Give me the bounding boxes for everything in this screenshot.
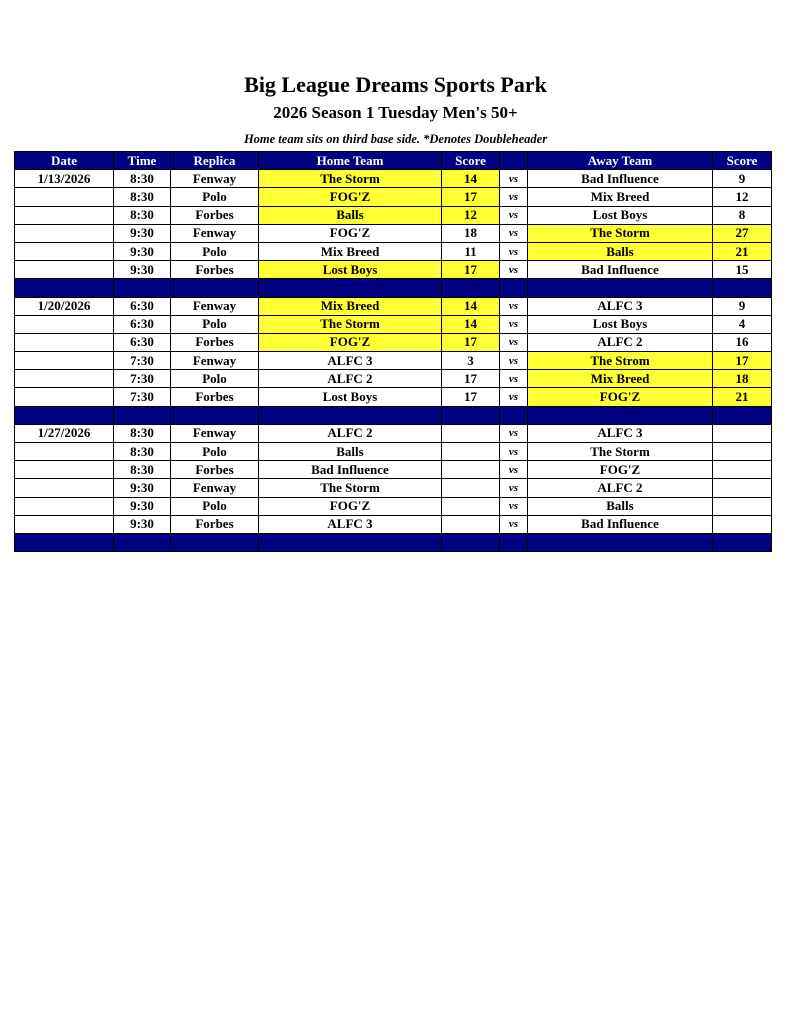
replica-cell: Forbes: [171, 333, 259, 351]
separator-cell: [442, 279, 500, 297]
away-score-cell: 15: [713, 261, 772, 279]
table-row: [15, 461, 772, 479]
away-team-cell: Lost Boys: [528, 206, 713, 224]
home-score-cell: 14: [442, 170, 500, 188]
separator-cell: [500, 279, 528, 297]
away-team-cell: ALFC 2: [528, 333, 713, 351]
home-score-cell: [442, 461, 500, 479]
table-row: [15, 297, 772, 315]
separator-cell: [259, 279, 442, 297]
week-separator-row: [15, 406, 772, 424]
time-cell: 8:30: [114, 170, 171, 188]
away-score-cell: 16: [713, 333, 772, 351]
home-score-cell: [442, 479, 500, 497]
separator-cell: [713, 406, 772, 424]
col-header-home-team: Home Team: [259, 152, 442, 170]
col-header-home-score: Score: [442, 152, 500, 170]
replica-cell: Polo: [171, 315, 259, 333]
time-cell: 8:30: [114, 461, 171, 479]
home-team-cell: ALFC 3: [259, 352, 442, 370]
replica-cell: Forbes: [171, 461, 259, 479]
vs-cell: vs: [500, 461, 528, 479]
vs-cell: vs: [500, 424, 528, 442]
away-team-cell: The Strom: [528, 352, 713, 370]
table-row: [15, 388, 772, 406]
away-team-cell: Lost Boys: [528, 315, 713, 333]
table-row: [15, 497, 772, 515]
replica-cell: Forbes: [171, 388, 259, 406]
time-cell: 8:30: [114, 443, 171, 461]
away-score-cell: 21: [713, 242, 772, 260]
home-team-cell: ALFC 3: [259, 515, 442, 533]
date-cell: 1/27/2026: [15, 424, 114, 442]
home-team-cell: The Storm: [259, 170, 442, 188]
table-row: [15, 515, 772, 533]
away-score-cell: 9: [713, 297, 772, 315]
col-header-time: Time: [114, 152, 171, 170]
header-row: [15, 152, 772, 170]
home-score-cell: 17: [442, 188, 500, 206]
away-team-cell: Bad Influence: [528, 515, 713, 533]
time-cell: 9:30: [114, 497, 171, 515]
date-cell: [15, 224, 114, 242]
week-separator-row: [15, 533, 772, 551]
away-score-cell: [713, 479, 772, 497]
date-cell: [15, 370, 114, 388]
vs-cell: vs: [500, 206, 528, 224]
away-team-cell: ALFC 2: [528, 479, 713, 497]
date-cell: [15, 497, 114, 515]
date-cell: [15, 261, 114, 279]
home-team-cell: ALFC 2: [259, 424, 442, 442]
time-cell: 8:30: [114, 188, 171, 206]
table-row: [15, 333, 772, 351]
table-row: [15, 315, 772, 333]
home-team-cell: Mix Breed: [259, 242, 442, 260]
separator-cell: [713, 279, 772, 297]
home-team-cell: Mix Breed: [259, 297, 442, 315]
replica-cell: Polo: [171, 497, 259, 515]
time-cell: 7:30: [114, 388, 171, 406]
page-subtitle: 2026 Season 1 Tuesday Men's 50+: [273, 103, 518, 122]
date-cell: [15, 188, 114, 206]
schedule-body: [15, 170, 772, 552]
replica-cell: Polo: [171, 242, 259, 260]
replica-cell: Fenway: [171, 352, 259, 370]
home-team-cell: Balls: [259, 443, 442, 461]
separator-cell: [713, 533, 772, 551]
replica-cell: Polo: [171, 370, 259, 388]
replica-cell: Fenway: [171, 479, 259, 497]
away-team-cell: FOG'Z: [528, 388, 713, 406]
home-team-cell: Lost Boys: [259, 388, 442, 406]
home-score-cell: [442, 515, 500, 533]
col-header-vs: [500, 152, 528, 170]
home-team-cell: FOG'Z: [259, 497, 442, 515]
home-score-cell: [442, 497, 500, 515]
separator-cell: [114, 279, 171, 297]
vs-cell: vs: [500, 497, 528, 515]
date-cell: [15, 333, 114, 351]
home-team-cell: Lost Boys: [259, 261, 442, 279]
home-team-cell: The Storm: [259, 315, 442, 333]
away-score-cell: [713, 461, 772, 479]
time-cell: 8:30: [114, 424, 171, 442]
separator-cell: [114, 533, 171, 551]
away-score-cell: [713, 424, 772, 442]
away-team-cell: ALFC 3: [528, 424, 713, 442]
time-cell: 7:30: [114, 352, 171, 370]
away-score-cell: 9: [713, 170, 772, 188]
separator-cell: [171, 279, 259, 297]
away-score-cell: [713, 497, 772, 515]
table-row: [15, 261, 772, 279]
away-score-cell: 21: [713, 388, 772, 406]
away-score-cell: [713, 443, 772, 461]
home-team-cell: FOG'Z: [259, 333, 442, 351]
home-score-cell: 17: [442, 388, 500, 406]
date-cell: [15, 443, 114, 461]
home-score-cell: 3: [442, 352, 500, 370]
home-score-cell: 14: [442, 315, 500, 333]
away-score-cell: 27: [713, 224, 772, 242]
time-cell: 6:30: [114, 315, 171, 333]
date-cell: 1/13/2026: [15, 170, 114, 188]
separator-cell: [259, 406, 442, 424]
away-team-cell: FOG'Z: [528, 461, 713, 479]
vs-cell: vs: [500, 315, 528, 333]
home-score-cell: [442, 424, 500, 442]
time-cell: 9:30: [114, 515, 171, 533]
table-row: [15, 479, 772, 497]
separator-cell: [442, 406, 500, 424]
vs-cell: vs: [500, 370, 528, 388]
replica-cell: Forbes: [171, 261, 259, 279]
time-cell: 8:30: [114, 206, 171, 224]
separator-cell: [528, 406, 713, 424]
away-team-cell: Balls: [528, 497, 713, 515]
home-team-cell: Bad Influence: [259, 461, 442, 479]
home-score-cell: 12: [442, 206, 500, 224]
time-cell: 9:30: [114, 261, 171, 279]
home-team-cell: Balls: [259, 206, 442, 224]
vs-cell: vs: [500, 261, 528, 279]
table-row: [15, 352, 772, 370]
separator-cell: [15, 406, 114, 424]
away-score-cell: 18: [713, 370, 772, 388]
time-cell: 9:30: [114, 479, 171, 497]
separator-cell: [114, 406, 171, 424]
replica-cell: Polo: [171, 188, 259, 206]
away-team-cell: Mix Breed: [528, 370, 713, 388]
vs-cell: vs: [500, 333, 528, 351]
date-cell: 1/20/2026: [15, 297, 114, 315]
time-cell: 6:30: [114, 297, 171, 315]
table-row: [15, 206, 772, 224]
vs-cell: vs: [500, 388, 528, 406]
vs-cell: vs: [500, 242, 528, 260]
col-header-away-score: Score: [713, 152, 772, 170]
home-score-cell: 17: [442, 333, 500, 351]
home-score-cell: 18: [442, 224, 500, 242]
col-header-replica: Replica: [171, 152, 259, 170]
away-team-cell: Balls: [528, 242, 713, 260]
home-score-cell: 11: [442, 242, 500, 260]
vs-cell: vs: [500, 352, 528, 370]
replica-cell: Forbes: [171, 515, 259, 533]
separator-cell: [171, 406, 259, 424]
table-row: [15, 188, 772, 206]
home-team-cell: FOG'Z: [259, 224, 442, 242]
date-cell: [15, 515, 114, 533]
replica-cell: Polo: [171, 443, 259, 461]
separator-cell: [528, 279, 713, 297]
separator-cell: [15, 279, 114, 297]
home-team-cell: ALFC 2: [259, 370, 442, 388]
away-score-cell: 17: [713, 352, 772, 370]
home-score-cell: 14: [442, 297, 500, 315]
date-cell: [15, 242, 114, 260]
home-score-cell: 17: [442, 370, 500, 388]
table-row: [15, 170, 772, 188]
date-cell: [15, 479, 114, 497]
separator-cell: [500, 533, 528, 551]
table-row: [15, 424, 772, 442]
away-team-cell: The Storm: [528, 224, 713, 242]
away-team-cell: Mix Breed: [528, 188, 713, 206]
vs-cell: vs: [500, 188, 528, 206]
week-separator-row: [15, 279, 772, 297]
time-cell: 9:30: [114, 242, 171, 260]
table-row: [15, 224, 772, 242]
home-team-cell: FOG'Z: [259, 188, 442, 206]
date-cell: [15, 206, 114, 224]
time-cell: 7:30: [114, 370, 171, 388]
vs-cell: vs: [500, 443, 528, 461]
away-score-cell: 8: [713, 206, 772, 224]
away-team-cell: ALFC 3: [528, 297, 713, 315]
separator-cell: [259, 533, 442, 551]
home-team-cell: The Storm: [259, 479, 442, 497]
separator-cell: [500, 406, 528, 424]
date-cell: [15, 315, 114, 333]
away-team-cell: Bad Influence: [528, 261, 713, 279]
separator-cell: [442, 533, 500, 551]
table-row: [15, 242, 772, 260]
schedule-note: Home team sits on third base side. *Denotes Doubleheader: [243, 132, 548, 146]
away-score-cell: [713, 515, 772, 533]
page-title: Big League Dreams Sports Park: [244, 72, 547, 97]
replica-cell: Fenway: [171, 170, 259, 188]
vs-cell: vs: [500, 297, 528, 315]
home-score-cell: [442, 443, 500, 461]
date-cell: [15, 461, 114, 479]
vs-cell: vs: [500, 170, 528, 188]
replica-cell: Forbes: [171, 206, 259, 224]
replica-cell: Fenway: [171, 297, 259, 315]
col-header-date: Date: [15, 152, 114, 170]
away-score-cell: 4: [713, 315, 772, 333]
replica-cell: Fenway: [171, 424, 259, 442]
table-row: [15, 443, 772, 461]
time-cell: 9:30: [114, 224, 171, 242]
replica-cell: Fenway: [171, 224, 259, 242]
home-score-cell: 17: [442, 261, 500, 279]
away-team-cell: The Storm: [528, 443, 713, 461]
date-cell: [15, 352, 114, 370]
vs-cell: vs: [500, 515, 528, 533]
table-row: [15, 370, 772, 388]
separator-cell: [15, 533, 114, 551]
date-cell: [15, 388, 114, 406]
time-cell: 6:30: [114, 333, 171, 351]
separator-cell: [528, 533, 713, 551]
away-score-cell: 12: [713, 188, 772, 206]
away-team-cell: Bad Influence: [528, 170, 713, 188]
schedule-table: [14, 151, 772, 552]
vs-cell: vs: [500, 224, 528, 242]
vs-cell: vs: [500, 479, 528, 497]
separator-cell: [171, 533, 259, 551]
col-header-away-team: Away Team: [528, 152, 713, 170]
